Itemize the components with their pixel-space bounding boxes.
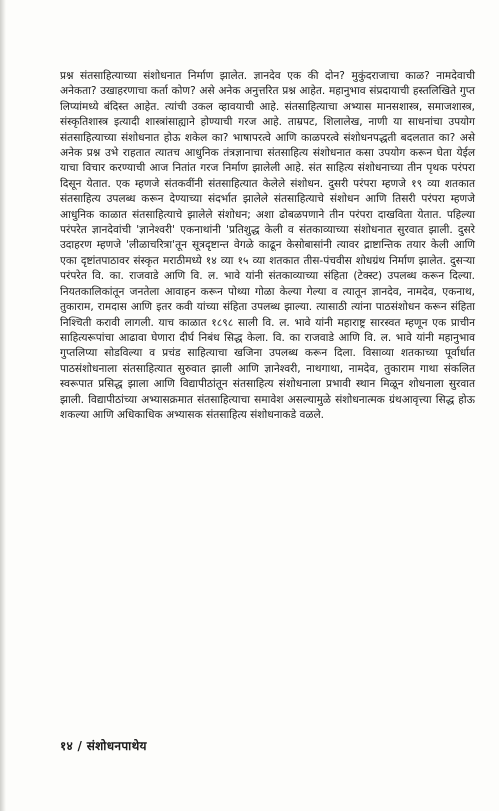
page-footer: १४ / संशोधनपाथेय: [60, 739, 147, 753]
page-edge-shadow: [0, 0, 6, 811]
body-paragraph: प्रश्न संतसाहित्याच्या संशोधनात निर्माण झालेत. ज्ञानदेव एक की दोन? मुकुंदराजाचा काळ? नामदेवाची अनेकता? उखाहरणाचा कर्ता कोण? असे अनेक अनुत्तरित प्रश्न आहेत. महानुभाव संप्रदायाची हस्तलिखिते गुप्त लिप्यांमध्ये बंदिस्त आहेत. त्यांची उकल व्हावयाची आहे. संतसाहित्याचा अभ्यास मानसशास्त्र, समाजशास्त्र, संस्कृतिशास्त्र इत्यादी शास्त्रांसाह्याने होण्याची गरज आहे. ताम्रपट, शिलालेख, नाणी या साधनांचा उपयोग संतसाहित्याच्या संशोधनात होऊ शकेल का? भाषापरत्वे आणि काळपरत्वे संशोधनपद्धती बदलतात का? असे अनेक प्रश्न उभे राहतात त्यातच आधुनिक तंत्रज्ञानाचा संतसाहित्य संशोधनात कसा उपयोग करून घेता येईल याचा विचार करण्याची आज नितांत गरज निर्माण झालेली आहे. संत साहित्य संशोधनाच्या तीन पृथक परंपरा दिसून येतात. एक म्हणजे संतकवींनी संतसाहित्यात केलेले संशोधन. दुसरी परंपरा म्हणजे १९ व्या शतकात संतसाहित्य उपलब्ध करून देण्याच्या संदर्भात झालेले संतसाहित्याचे संशोधन आणि तिसरी परंपरा म्हणजे आधुनिक काळात संतसाहित्याचे झालेले संशोधन; अशा ढोबळपणाने तीन परंपरा दाखविता येतात. पहिल्या परंपरेत ज्ञानदेवांची 'ज्ञानेश्वरी' एकनाथांनी 'प्रतिशुद्ध केली व संतकाव्याच्या संशोधनात सुरवात झाली. दुसरे उदाहरण म्हणजे 'लीळाचरित्रा'तून सूत्रदृष्टान्त वेगळे काढून केसोबासांनी त्यावर द्राष्टान्तिक तयार केली आणि एका दृष्टांतपाठावर संस्कृत मराठीमध्ये १४ व्या १५ व्या शतकात तीस-पंचवीस शोधग्रंथ निर्माण झालेत. दुसऱ्या परंपरेत वि. का. राजवाडे आणि वि. ल. भावे यांनी संतकाव्याच्या संहिता (टेक्स्ट) उपलब्ध करून दिल्या. नियतकालिकांतून जनतेला आवाहन करून पोथ्या गोळा केल्या गेल्या व त्यातून ज्ञानदेव, नामदेव, एकनाथ, तुकाराम, रामदास आणि इतर कवी यांच्या संहिता उपलब्ध झाल्या. त्यासाठी त्यांना पाठसंशोधन करून संहिता निश्चिती करावी लागली. याच काळात १८९८ साली वि. ल. भावे यांनी महाराष्ट्र सारस्वत म्हणून एक प्राचीन साहित्यरूपांचा आढावा घेणारा दीर्घ निबंध सिद्ध केला. वि. का राजवाडे आणि वि. ल. भावे यांनी महानुभाव गुप्तलिप्या सोडविल्या व प्रचंड साहित्याचा खजिना उपलब्ध करून दिला. विसाव्या शतकाच्या पूर्वार्धात पाठसंशोधनाला संतसाहित्यात सुरुवात झाली आणि ज्ञानेश्वरी, नाथगाथा, नामदेव, तुकाराम गाथा संकलित स्वरूपात प्रसिद्ध झाला आणि विद्यापीठांतून संतसाहित्य संशोधनाला प्रभावी स्थान मिळून शोधनाला सुरवात झाली. विद्यापीठांच्या अभ्यासक्रमात संतसाहित्याचा समावेश असल्यामुळे संशोधनात्मक ग्रंथआवृत्त्या सिद्ध होऊ शकल्या आणि अधिकाधिक अभ्यासक संतसाहित्य संशोधनाकडे वळले.: [60, 70, 475, 421]
